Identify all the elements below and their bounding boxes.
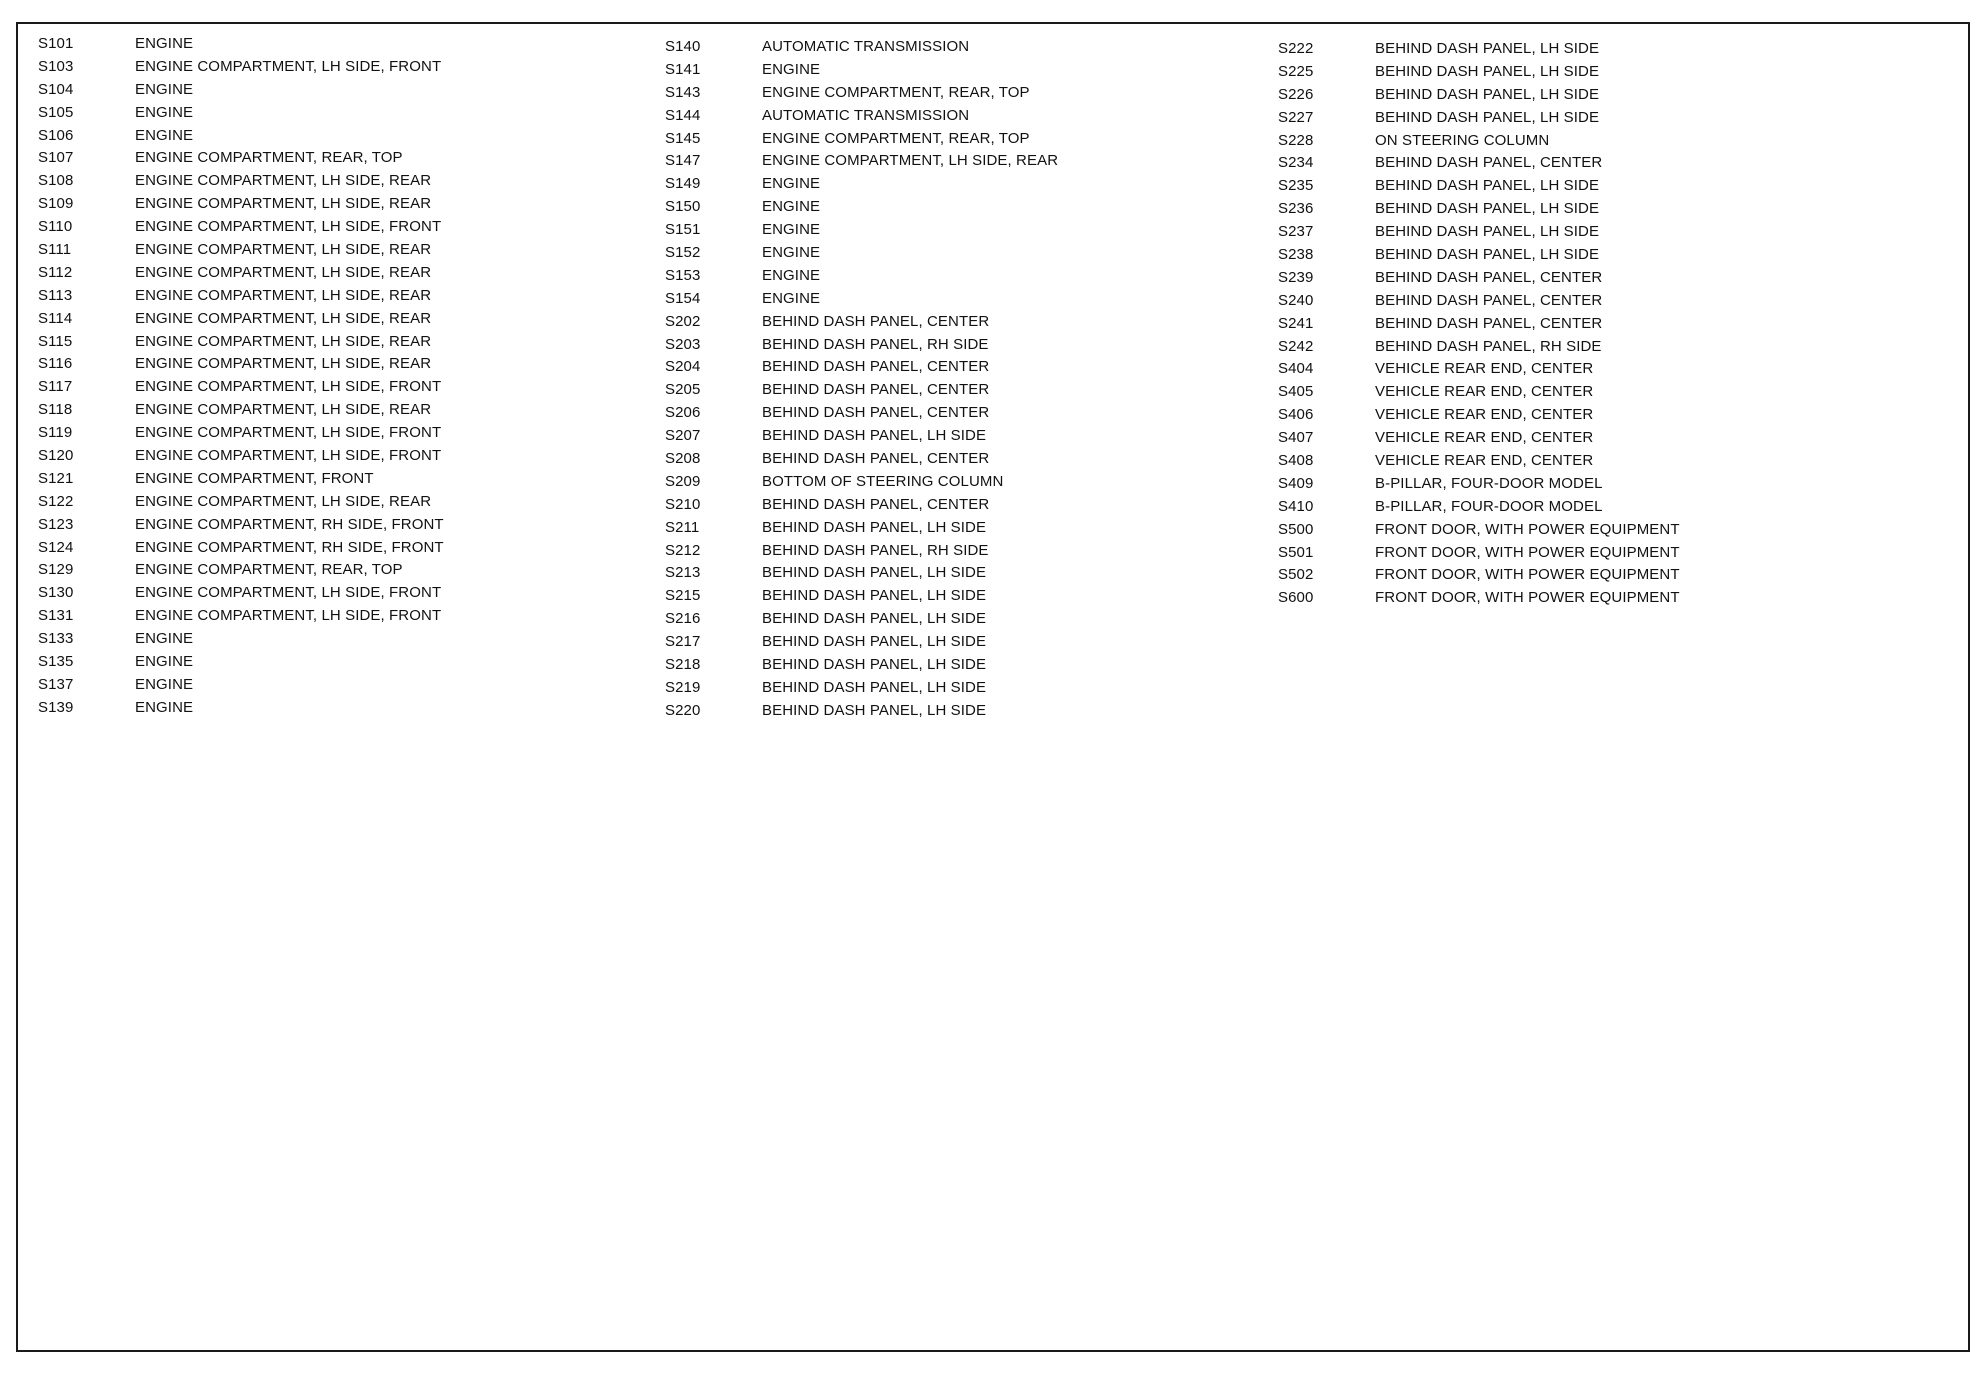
- splice-location: BEHIND DASH PANEL, CENTER: [1375, 268, 1603, 286]
- table-row: [1278, 449, 1680, 472]
- table-row: [665, 172, 1058, 195]
- splice-location: ENGINE COMPARTMENT, REAR, TOP: [762, 83, 1030, 101]
- splice-location: ENGINE: [135, 652, 194, 670]
- splice-location: BEHIND DASH PANEL, CENTER: [1375, 154, 1603, 172]
- table-row: [1278, 312, 1680, 335]
- table-row: [38, 558, 444, 581]
- table-row: [665, 81, 1058, 104]
- splice-code: S240: [1278, 291, 1314, 309]
- splice-code: S152: [665, 243, 701, 261]
- splice-code: S143: [665, 83, 701, 101]
- splice-code: S236: [1278, 200, 1314, 218]
- splice-location: AUTOMATIC TRANSMISSION: [762, 37, 970, 55]
- table-row: [665, 561, 1058, 584]
- splice-location: BEHIND DASH PANEL, LH SIDE: [762, 564, 987, 582]
- splice-location: BEHIND DASH PANEL, CENTER: [762, 449, 990, 467]
- splice-location: BEHIND DASH PANEL, LH SIDE: [762, 610, 987, 628]
- splice-location: BEHIND DASH PANEL, LH SIDE: [1375, 177, 1600, 195]
- splice-code: S207: [665, 427, 701, 445]
- splice-code: S204: [665, 358, 701, 376]
- splice-location: BEHIND DASH PANEL, LH SIDE: [1375, 108, 1600, 126]
- splice-code: S129: [38, 561, 74, 579]
- splice-location: ENGINE COMPARTMENT, REAR, TOP: [135, 561, 403, 579]
- splice-code: S600: [1278, 589, 1314, 607]
- splice-location: BEHIND DASH PANEL, LH SIDE: [1375, 85, 1600, 103]
- table-row: [1278, 243, 1680, 266]
- splice-location: AUTOMATIC TRANSMISSION: [762, 106, 970, 124]
- table-row: [1278, 541, 1680, 564]
- table-row: [38, 192, 444, 215]
- table-row: [1278, 151, 1680, 174]
- splice-code: S205: [665, 381, 701, 399]
- splice-location: ENGINE COMPARTMENT, LH SIDE, REAR: [135, 195, 432, 213]
- splice-code: S242: [1278, 337, 1314, 355]
- splice-code: S122: [38, 492, 74, 510]
- splice-location: BEHIND DASH PANEL, LH SIDE: [1375, 62, 1600, 80]
- table-row: [38, 169, 444, 192]
- table-row: [665, 35, 1058, 58]
- splice-code: S151: [665, 221, 701, 239]
- table-row: [38, 261, 444, 284]
- splice-column-2: [665, 35, 1058, 722]
- table-row: [665, 630, 1058, 653]
- splice-code: S154: [665, 289, 701, 307]
- splice-code: S210: [665, 495, 701, 513]
- splice-code: S225: [1278, 62, 1314, 80]
- table-row: [1278, 289, 1680, 312]
- splice-location: BEHIND DASH PANEL, RH SIDE: [762, 335, 989, 353]
- table-row: [665, 355, 1058, 378]
- splice-location: FRONT DOOR, WITH POWER EQUIPMENT: [1375, 520, 1680, 538]
- splice-location: ENGINE COMPARTMENT, LH SIDE, FRONT: [135, 424, 442, 442]
- table-row: [1278, 83, 1680, 106]
- splice-location: ENGINE COMPARTMENT, LH SIDE, FRONT: [135, 57, 442, 75]
- splice-location: ENGINE COMPARTMENT, RH SIDE, FRONT: [135, 515, 444, 533]
- table-row: [1278, 586, 1680, 609]
- splice-code: S121: [38, 469, 74, 487]
- splice-location: FRONT DOOR, WITH POWER EQUIPMENT: [1375, 566, 1680, 584]
- table-row: [38, 238, 444, 261]
- table-row: [665, 195, 1058, 218]
- table-row: [38, 398, 444, 421]
- splice-location: BEHIND DASH PANEL, CENTER: [762, 312, 990, 330]
- splice-location: BEHIND DASH PANEL, LH SIDE: [762, 701, 987, 719]
- splice-code: S135: [38, 652, 74, 670]
- splice-code: S131: [38, 607, 74, 625]
- splice-location: ENGINE COMPARTMENT, LH SIDE, FRONT: [135, 378, 442, 396]
- splice-code: S120: [38, 446, 74, 464]
- table-row: [665, 58, 1058, 81]
- splice-code: S145: [665, 129, 701, 147]
- splice-location: ENGINE: [762, 60, 821, 78]
- table-row: [1278, 220, 1680, 243]
- splice-code: S212: [665, 541, 701, 559]
- splice-code: S141: [665, 60, 701, 78]
- splice-code: S149: [665, 175, 701, 193]
- table-row: [665, 493, 1058, 516]
- table-row: [1278, 518, 1680, 541]
- table-row: [38, 604, 444, 627]
- splice-code: S206: [665, 404, 701, 422]
- splice-code: S133: [38, 630, 74, 648]
- table-row: [38, 467, 444, 490]
- splice-location: ENGINE: [762, 198, 821, 216]
- table-row: [38, 215, 444, 238]
- table-row: [1278, 335, 1680, 358]
- table-row: [38, 375, 444, 398]
- splice-location: VEHICLE REAR END, CENTER: [1375, 406, 1594, 424]
- table-row: [38, 124, 444, 147]
- splice-location: B-PILLAR, FOUR-DOOR MODEL: [1375, 497, 1603, 515]
- table-row: [665, 607, 1058, 630]
- splice-code: S153: [665, 266, 701, 284]
- table-row: [38, 490, 444, 513]
- table-row: [38, 284, 444, 307]
- table-row: [665, 584, 1058, 607]
- table-row: [1278, 495, 1680, 518]
- splice-location: VEHICLE REAR END, CENTER: [1375, 383, 1594, 401]
- table-row: [38, 513, 444, 536]
- table-row: [665, 127, 1058, 150]
- splice-location: BEHIND DASH PANEL, CENTER: [1375, 314, 1603, 332]
- table-row: [38, 650, 444, 673]
- splice-code: S124: [38, 538, 74, 556]
- splice-code: S118: [38, 401, 73, 419]
- splice-location: ENGINE COMPARTMENT, LH SIDE, REAR: [135, 309, 432, 327]
- splice-code: S408: [1278, 451, 1314, 469]
- splice-code: S238: [1278, 245, 1314, 263]
- splice-code: S215: [665, 587, 701, 605]
- table-row: [1278, 129, 1680, 152]
- splice-code: S108: [38, 172, 74, 190]
- splice-code: S218: [665, 655, 701, 673]
- table-row: [1278, 60, 1680, 83]
- splice-code: S217: [665, 633, 701, 651]
- splice-location: ENGINE COMPARTMENT, FRONT: [135, 469, 374, 487]
- splice-location: ENGINE: [762, 243, 821, 261]
- splice-location: BEHIND DASH PANEL, LH SIDE: [1375, 39, 1600, 57]
- splice-code: S202: [665, 312, 701, 330]
- splice-code: S109: [38, 195, 74, 213]
- splice-code: S104: [38, 80, 74, 98]
- table-row: [665, 699, 1058, 722]
- splice-code: S216: [665, 610, 701, 628]
- splice-location: ENGINE: [135, 675, 194, 693]
- splice-code: S103: [38, 57, 74, 75]
- splice-location: ENGINE COMPARTMENT, LH SIDE, REAR: [135, 401, 432, 419]
- table-row: [665, 653, 1058, 676]
- table-row: [665, 424, 1058, 447]
- splice-code: S114: [38, 309, 73, 327]
- splice-code: S208: [665, 449, 701, 467]
- splice-location: ENGINE: [135, 103, 194, 121]
- splice-code: S140: [665, 37, 701, 55]
- splice-code: S123: [38, 515, 74, 533]
- splice-location: VEHICLE REAR END, CENTER: [1375, 360, 1594, 378]
- splice-code: S101: [38, 34, 74, 52]
- splice-location: BEHIND DASH PANEL, LH SIDE: [1375, 245, 1600, 263]
- table-row: [665, 401, 1058, 424]
- splice-location: VEHICLE REAR END, CENTER: [1375, 429, 1594, 447]
- table-row: [665, 264, 1058, 287]
- splice-code: S409: [1278, 474, 1314, 492]
- splice-location: ENGINE COMPARTMENT, LH SIDE, REAR: [135, 492, 432, 510]
- splice-code: S228: [1278, 131, 1314, 149]
- table-row: [38, 55, 444, 78]
- splice-code: S106: [38, 126, 74, 144]
- splice-code: S130: [38, 584, 74, 602]
- table-row: [1278, 357, 1680, 380]
- splice-code: S227: [1278, 108, 1314, 126]
- splice-location: BOTTOM OF STEERING COLUMN: [762, 472, 1004, 490]
- splice-location: VEHICLE REAR END, CENTER: [1375, 451, 1594, 469]
- splice-location: ENGINE COMPARTMENT, LH SIDE, FRONT: [135, 584, 442, 602]
- splice-code: S226: [1278, 85, 1314, 103]
- table-row: [1278, 266, 1680, 289]
- splice-location: ENGINE COMPARTMENT, LH SIDE, FRONT: [135, 446, 442, 464]
- table-row: [38, 352, 444, 375]
- splice-location: FRONT DOOR, WITH POWER EQUIPMENT: [1375, 543, 1680, 561]
- splice-location: ENGINE COMPARTMENT, LH SIDE, REAR: [135, 240, 432, 258]
- splice-location: ENGINE: [135, 126, 194, 144]
- splice-code: S219: [665, 678, 701, 696]
- table-row: [38, 146, 444, 169]
- table-row: [665, 447, 1058, 470]
- table-row: [38, 444, 444, 467]
- splice-location: FRONT DOOR, WITH POWER EQUIPMENT: [1375, 589, 1680, 607]
- splice-code: S500: [1278, 520, 1314, 538]
- splice-location: ENGINE: [135, 80, 194, 98]
- splice-location: ENGINE COMPARTMENT, LH SIDE, REAR: [135, 355, 432, 373]
- splice-code: S203: [665, 335, 701, 353]
- table-row: [38, 32, 444, 55]
- splice-location: BEHIND DASH PANEL, CENTER: [762, 358, 990, 376]
- table-row: [1278, 472, 1680, 495]
- splice-code: S147: [665, 152, 701, 170]
- splice-location: BEHIND DASH PANEL, LH SIDE: [762, 678, 987, 696]
- table-row: [38, 330, 444, 353]
- splice-code: S404: [1278, 360, 1314, 378]
- splice-code: S107: [38, 149, 74, 167]
- table-row: [665, 149, 1058, 172]
- splice-column-3: [1278, 37, 1680, 609]
- splice-code: S211: [665, 518, 700, 536]
- splice-code: S113: [38, 286, 73, 304]
- table-row: [38, 696, 444, 719]
- splice-location: BEHIND DASH PANEL, LH SIDE: [762, 587, 987, 605]
- splice-code: S239: [1278, 268, 1314, 286]
- splice-location: BEHIND DASH PANEL, RH SIDE: [762, 541, 989, 559]
- splice-location: ENGINE COMPARTMENT, LH SIDE, REAR: [135, 286, 432, 304]
- splice-code: S116: [38, 355, 73, 373]
- splice-location: ENGINE: [762, 289, 821, 307]
- splice-code: S220: [665, 701, 701, 719]
- table-row: [665, 378, 1058, 401]
- splice-location: BEHIND DASH PANEL, CENTER: [1375, 291, 1603, 309]
- splice-location: ENGINE COMPARTMENT, LH SIDE, FRONT: [135, 607, 442, 625]
- splice-location: BEHIND DASH PANEL, LH SIDE: [762, 655, 987, 673]
- splice-location: ENGINE COMPARTMENT, LH SIDE, REAR: [135, 332, 432, 350]
- splice-code: S119: [38, 424, 73, 442]
- splice-location: ENGINE COMPARTMENT, LH SIDE, REAR: [135, 172, 432, 190]
- splice-location: ENGINE COMPARTMENT, REAR, TOP: [135, 149, 403, 167]
- table-row: [1278, 197, 1680, 220]
- splice-location: BEHIND DASH PANEL, LH SIDE: [1375, 223, 1600, 241]
- table-row: [38, 78, 444, 101]
- splice-code: S222: [1278, 39, 1314, 57]
- table-row: [665, 516, 1058, 539]
- splice-code: S235: [1278, 177, 1314, 195]
- table-row: [665, 470, 1058, 493]
- splice-code: S501: [1278, 543, 1314, 561]
- splice-location: ENGINE: [135, 34, 194, 52]
- splice-code: S139: [38, 698, 74, 716]
- table-row: [38, 627, 444, 650]
- splice-location: BEHIND DASH PANEL, LH SIDE: [762, 518, 987, 536]
- table-row: [1278, 563, 1680, 586]
- table-row: [38, 673, 444, 696]
- table-row: [1278, 426, 1680, 449]
- splice-column-1: [38, 32, 444, 719]
- splice-location: ENGINE COMPARTMENT, RH SIDE, FRONT: [135, 538, 444, 556]
- splice-code: S112: [38, 263, 73, 281]
- table-row: [665, 218, 1058, 241]
- splice-location: BEHIND DASH PANEL, LH SIDE: [762, 633, 987, 651]
- table-row: [665, 287, 1058, 310]
- splice-code: S111: [38, 240, 72, 258]
- splice-location: ENGINE COMPARTMENT, LH SIDE, FRONT: [135, 218, 442, 236]
- table-row: [38, 307, 444, 330]
- splice-code: S241: [1278, 314, 1314, 332]
- splice-code: S209: [665, 472, 701, 490]
- table-row: [1278, 106, 1680, 129]
- splice-code: S406: [1278, 406, 1314, 424]
- splice-code: S502: [1278, 566, 1314, 584]
- splice-code: S405: [1278, 383, 1314, 401]
- table-row: [38, 536, 444, 559]
- splice-code: S234: [1278, 154, 1314, 172]
- splice-code: S105: [38, 103, 74, 121]
- splice-location: ENGINE: [135, 630, 194, 648]
- table-row: [665, 676, 1058, 699]
- splice-code: S213: [665, 564, 701, 582]
- splice-location: ENGINE COMPARTMENT, LH SIDE, REAR: [135, 263, 432, 281]
- splice-location: BEHIND DASH PANEL, CENTER: [762, 404, 990, 422]
- splice-location: BEHIND DASH PANEL, CENTER: [762, 495, 990, 513]
- splice-location: BEHIND DASH PANEL, CENTER: [762, 381, 990, 399]
- splice-location: B-PILLAR, FOUR-DOOR MODEL: [1375, 474, 1603, 492]
- table-row: [665, 104, 1058, 127]
- splice-location: ON STEERING COLUMN: [1375, 131, 1550, 149]
- table-row: [1278, 37, 1680, 60]
- splice-code: S115: [38, 332, 73, 350]
- table-row: [665, 333, 1058, 356]
- splice-code: S137: [38, 675, 74, 693]
- splice-location: ENGINE: [762, 175, 821, 193]
- splice-code: S410: [1278, 497, 1314, 515]
- splice-code: S144: [665, 106, 701, 124]
- table-row: [38, 421, 444, 444]
- splice-location: ENGINE: [762, 221, 821, 239]
- splice-location: ENGINE COMPARTMENT, REAR, TOP: [762, 129, 1030, 147]
- splice-code: S407: [1278, 429, 1314, 447]
- splice-location: BEHIND DASH PANEL, RH SIDE: [1375, 337, 1602, 355]
- splice-location: ENGINE COMPARTMENT, LH SIDE, REAR: [762, 152, 1059, 170]
- table-row: [1278, 403, 1680, 426]
- splice-code: S110: [38, 218, 73, 236]
- table-row: [1278, 174, 1680, 197]
- splice-location: BEHIND DASH PANEL, LH SIDE: [1375, 200, 1600, 218]
- table-row: [38, 581, 444, 604]
- table-row: [665, 241, 1058, 264]
- table-row: [665, 310, 1058, 333]
- table-row: [1278, 380, 1680, 403]
- table-row: [665, 539, 1058, 562]
- splice-location: BEHIND DASH PANEL, LH SIDE: [762, 427, 987, 445]
- splice-location: ENGINE: [762, 266, 821, 284]
- table-row: [38, 101, 444, 124]
- splice-location: ENGINE: [135, 698, 194, 716]
- splice-code: S150: [665, 198, 701, 216]
- splice-code: S117: [38, 378, 73, 396]
- splice-code: S237: [1278, 223, 1314, 241]
